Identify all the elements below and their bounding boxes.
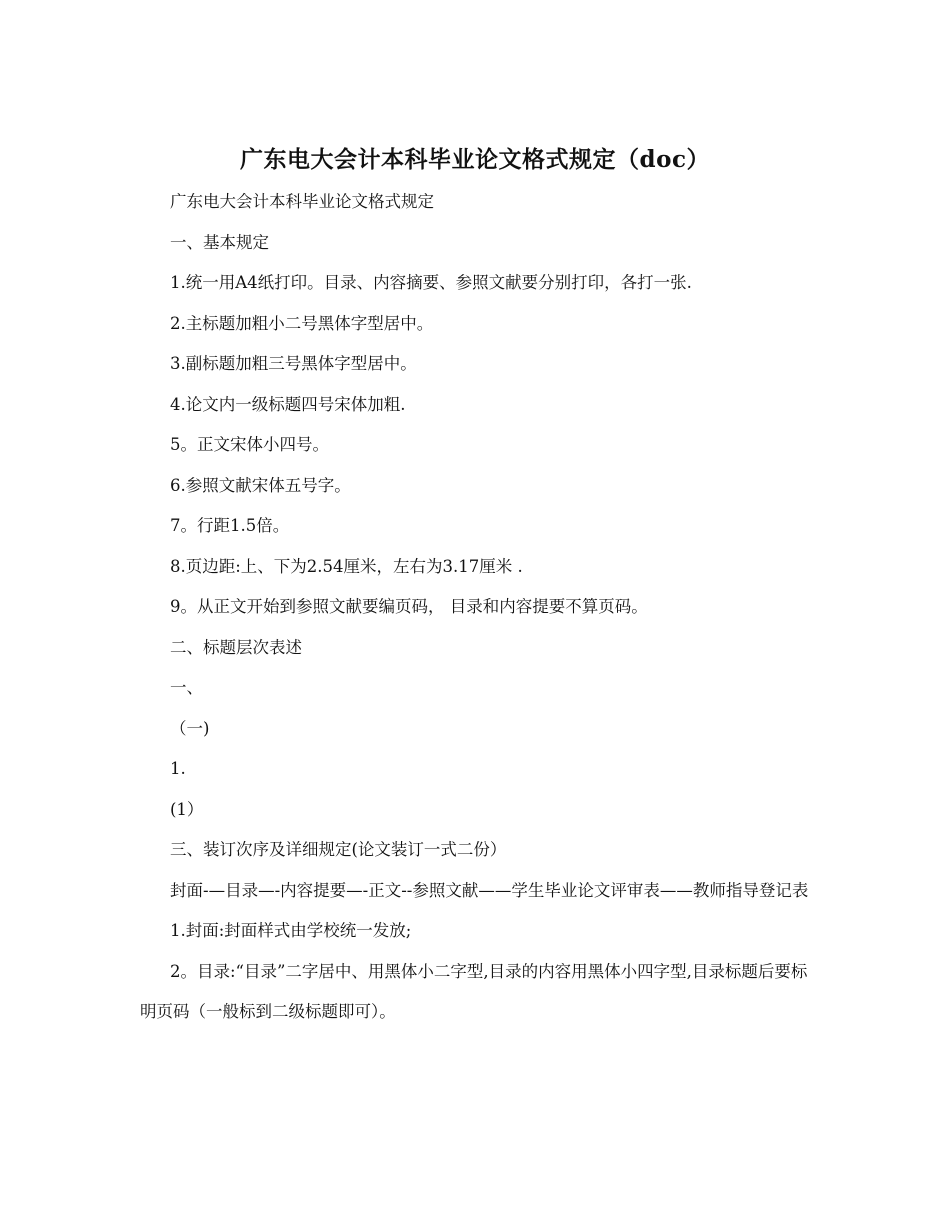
rule-item: 9。从正文开始到参照文献要编页码， 目录和内容提要不算页码。: [170, 597, 648, 616]
rule-item: 3.副标题加粗三号黑体字型居中。: [170, 354, 417, 373]
rule-item: 5。正文宋体小四号。: [170, 435, 329, 454]
document-title: 广东电大会计本科毕业论文格式规定（doc）: [240, 146, 710, 173]
level-example: 一、: [170, 678, 203, 697]
binding-item: 1.封面:封面样式由学校统一发放;: [170, 921, 412, 940]
heading-title-levels: 二、标题层次表述: [170, 637, 302, 657]
document-body: [140, 182, 810, 1033]
binding-sequence: 封面-—目录—-内容提要—-正文--参照文献——学生毕业论文评审表——教师指导登记表: [170, 880, 809, 900]
rule-item: 2.主标题加粗小二号黑体字型居中。: [170, 313, 434, 333]
binding-item: 2。目录:“目录”二字居中、用黑体小二字型,目录的内容用黑体小四字型,目录标题后要标明页码（一般标到二级标题即可）。: [140, 961, 808, 1021]
rule-item: 8.页边距:上、下为2.54厘米，左右为3.17厘米 .: [170, 556, 523, 576]
rule-item: 6.参照文献宋体五号字。: [170, 475, 351, 495]
rule-item: 1.统一用A4纸打印。目录、内容摘要、参照文献要分别打印，各打一张.: [170, 273, 692, 292]
level-example: （一): [170, 718, 210, 738]
level-example: 1.: [170, 759, 186, 778]
heading-basic-rules: 一、基本规定: [170, 232, 269, 252]
heading-binding-order: 三、装订次序及详细规定(论文装订一式二份）: [170, 840, 507, 859]
rule-item: 4.论文内一级标题四号宋体加粗.: [170, 394, 406, 414]
rule-item: 7。行距1.5倍。: [170, 516, 290, 535]
paragraph-subtitle: 广东电大会计本科毕业论文格式规定: [170, 192, 434, 211]
level-example: (1）: [170, 799, 204, 819]
